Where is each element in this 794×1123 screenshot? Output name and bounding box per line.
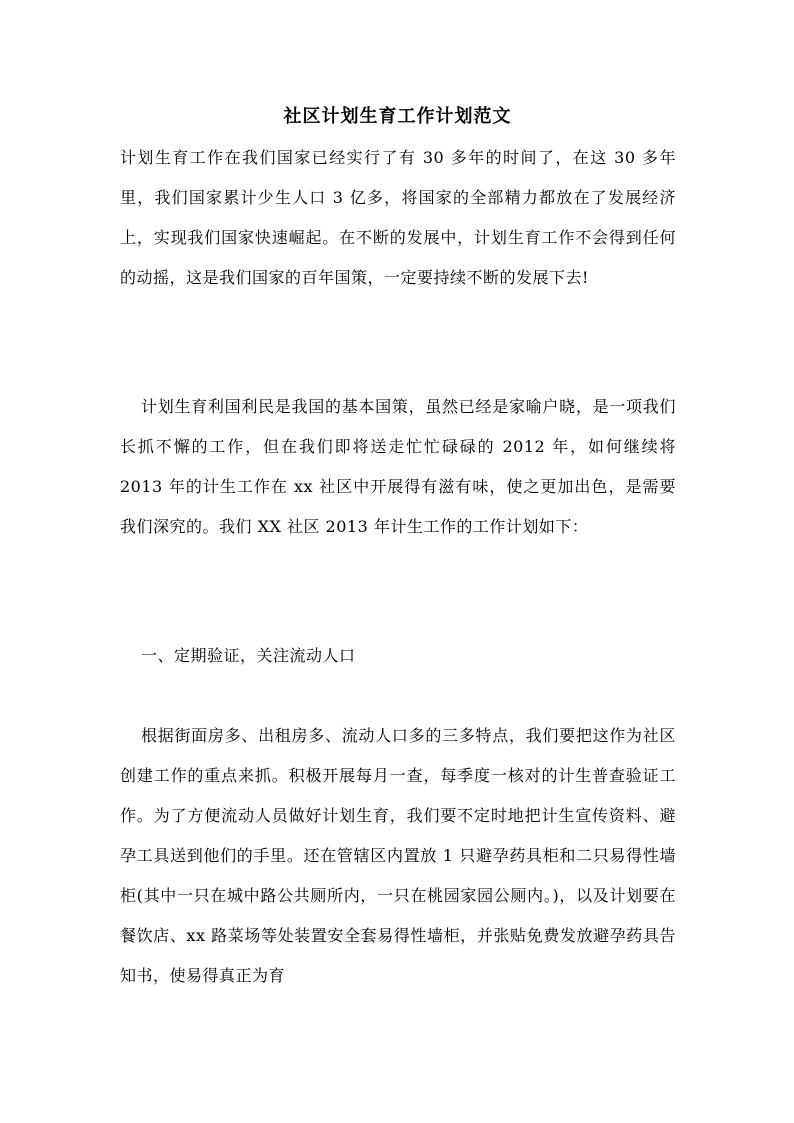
paragraph-intro: 计划生育工作在我们国家已经实行了有 30 多年的时间了，在这 30 多年里，我们国家累计少生人口 3 亿多，将国家的全部精力都放在了发展经济上，实现我们国家快速崛起。在不断的发展中，计划生育工作不会得到任何的动摇，这是我们国家的百年国策，一定要持续不断的发展下去! bbox=[120, 148, 676, 287]
paragraph-policy: 计划生育利国利民是我国的基本国策，虽然已经是家喻户晓，是一项我们长抓不懈的工作，但在我们即将送走忙忙碌碌的 2012 年，如何继续将 2013 年的计生工作在 xx 社区中开展得有滋有味，使之更加出色，是需要我们深究的。我们 XX 社区 2013 年计生工作的工作计划如下： bbox=[120, 397, 676, 536]
document-title: 社区计划生育工作计划范文 bbox=[283, 106, 512, 127]
section-heading-1: 一、定期验证，关注流动人口 bbox=[141, 646, 356, 665]
paragraph-section-1: 根据街面房多、出租房多、流动人口多的三多特点，我们要把这作为社区创建工作的重点来抓。积极开展每月一查，每季度一核对的计生普查验证工作。为了方便流动人员做好计划生育，我们要不定时地把计生宣传资料、避孕工具送到他们的手里。还在管辖区内置放 1 只避孕药具柜和二只易得性墙柜(其中一只在城中路公共厕所内，一只在桃园家园公厕内。)，以及计划要在餐饮店、xx 路菜场等处装置安全套易得性墙柜，并张贴免费发放避孕药具告知书，使易得真正为育 bbox=[120, 726, 676, 985]
